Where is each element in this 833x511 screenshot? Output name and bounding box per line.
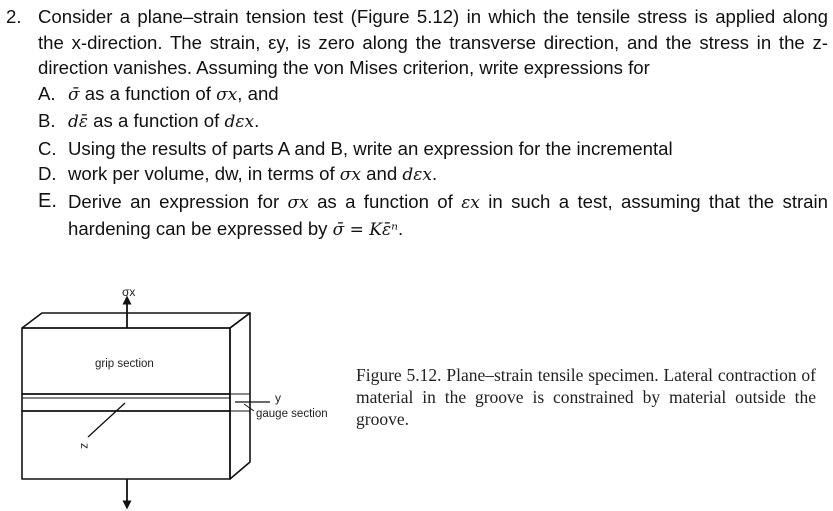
z-axis [88,403,125,437]
part-d-text-post: . [431,163,438,184]
part-a-math-2: σx [216,84,238,105]
problem-block [6,4,828,244]
part-d-math-1: σx [339,165,361,185]
y-axis-label: y [275,391,281,405]
part-e-text-post: in such a test, assuming that the strain hardening can be expressed by [68,190,828,239]
part-e-math-3: σ̄ = Kε̄ⁿ [332,220,398,240]
problem-stem-text: Consider a plane–strain tension test (Figure 5.12) in which the tensile stress is applied along the x-direction. The strain, εy, is zero along the transverse direction, and the stress in the z-direction vanishes. Assuming the von Mises criterion, write expressions for [38,6,828,78]
part-b-text-mid: as a function of [88,110,225,131]
part-c-label: C. [38,137,57,159]
part-d-text-mid: and [360,163,403,184]
part-e-label: E. [38,189,57,212]
part-e-text-post2: . [398,218,404,239]
part-b-text-post: . [254,110,260,131]
part-e-math-1: σx [287,192,309,213]
part-e [38,189,828,244]
specimen-side-face [230,313,250,479]
part-d-text-pre: work per volume, dw, in terms of [68,163,340,184]
part-e-text-pre: Derive an expression for [68,190,288,212]
part-c-text: Using the results of parts A and B, write an expression for the incremental [68,137,673,159]
part-a-label: A. [38,82,56,104]
part-e-text-mid: as a function of [308,190,462,212]
part-d [38,161,828,189]
lower-grip-front [22,411,230,479]
specimen-top-face [22,313,250,328]
part-b-math-1: dε̄ [68,112,89,132]
part-d-math-2: dεx [402,165,432,185]
problem-number: 2. [6,6,22,27]
gauge-section-label: gauge section [256,408,328,420]
part-a [38,81,828,109]
figure-caption: Figure 5.12. Plane–strain tensile specimen. Lateral contraction of material in the groove is constrained by material outside the groove. [356,365,816,429]
part-d-label: D. [38,163,57,184]
part-e-math-2: εx [461,192,480,213]
specimen-outline [22,313,250,479]
gauge-groove-front [22,394,230,411]
part-a-text-mid: as a function of [79,82,217,104]
problem-stem [6,4,828,81]
z-axis-label: z [78,443,92,449]
part-b-math-2: dεx [224,112,255,132]
grip-section-label: grip section [95,358,154,370]
part-a-math-1: σ̄ [68,84,80,105]
gauge-leader [244,404,254,411]
specimen-figure [0,270,360,511]
part-a-text-post: , and [237,82,279,104]
part-b [38,108,828,136]
stress-label: σx [122,285,136,299]
part-c [38,136,828,162]
part-b-label: B. [38,110,56,131]
